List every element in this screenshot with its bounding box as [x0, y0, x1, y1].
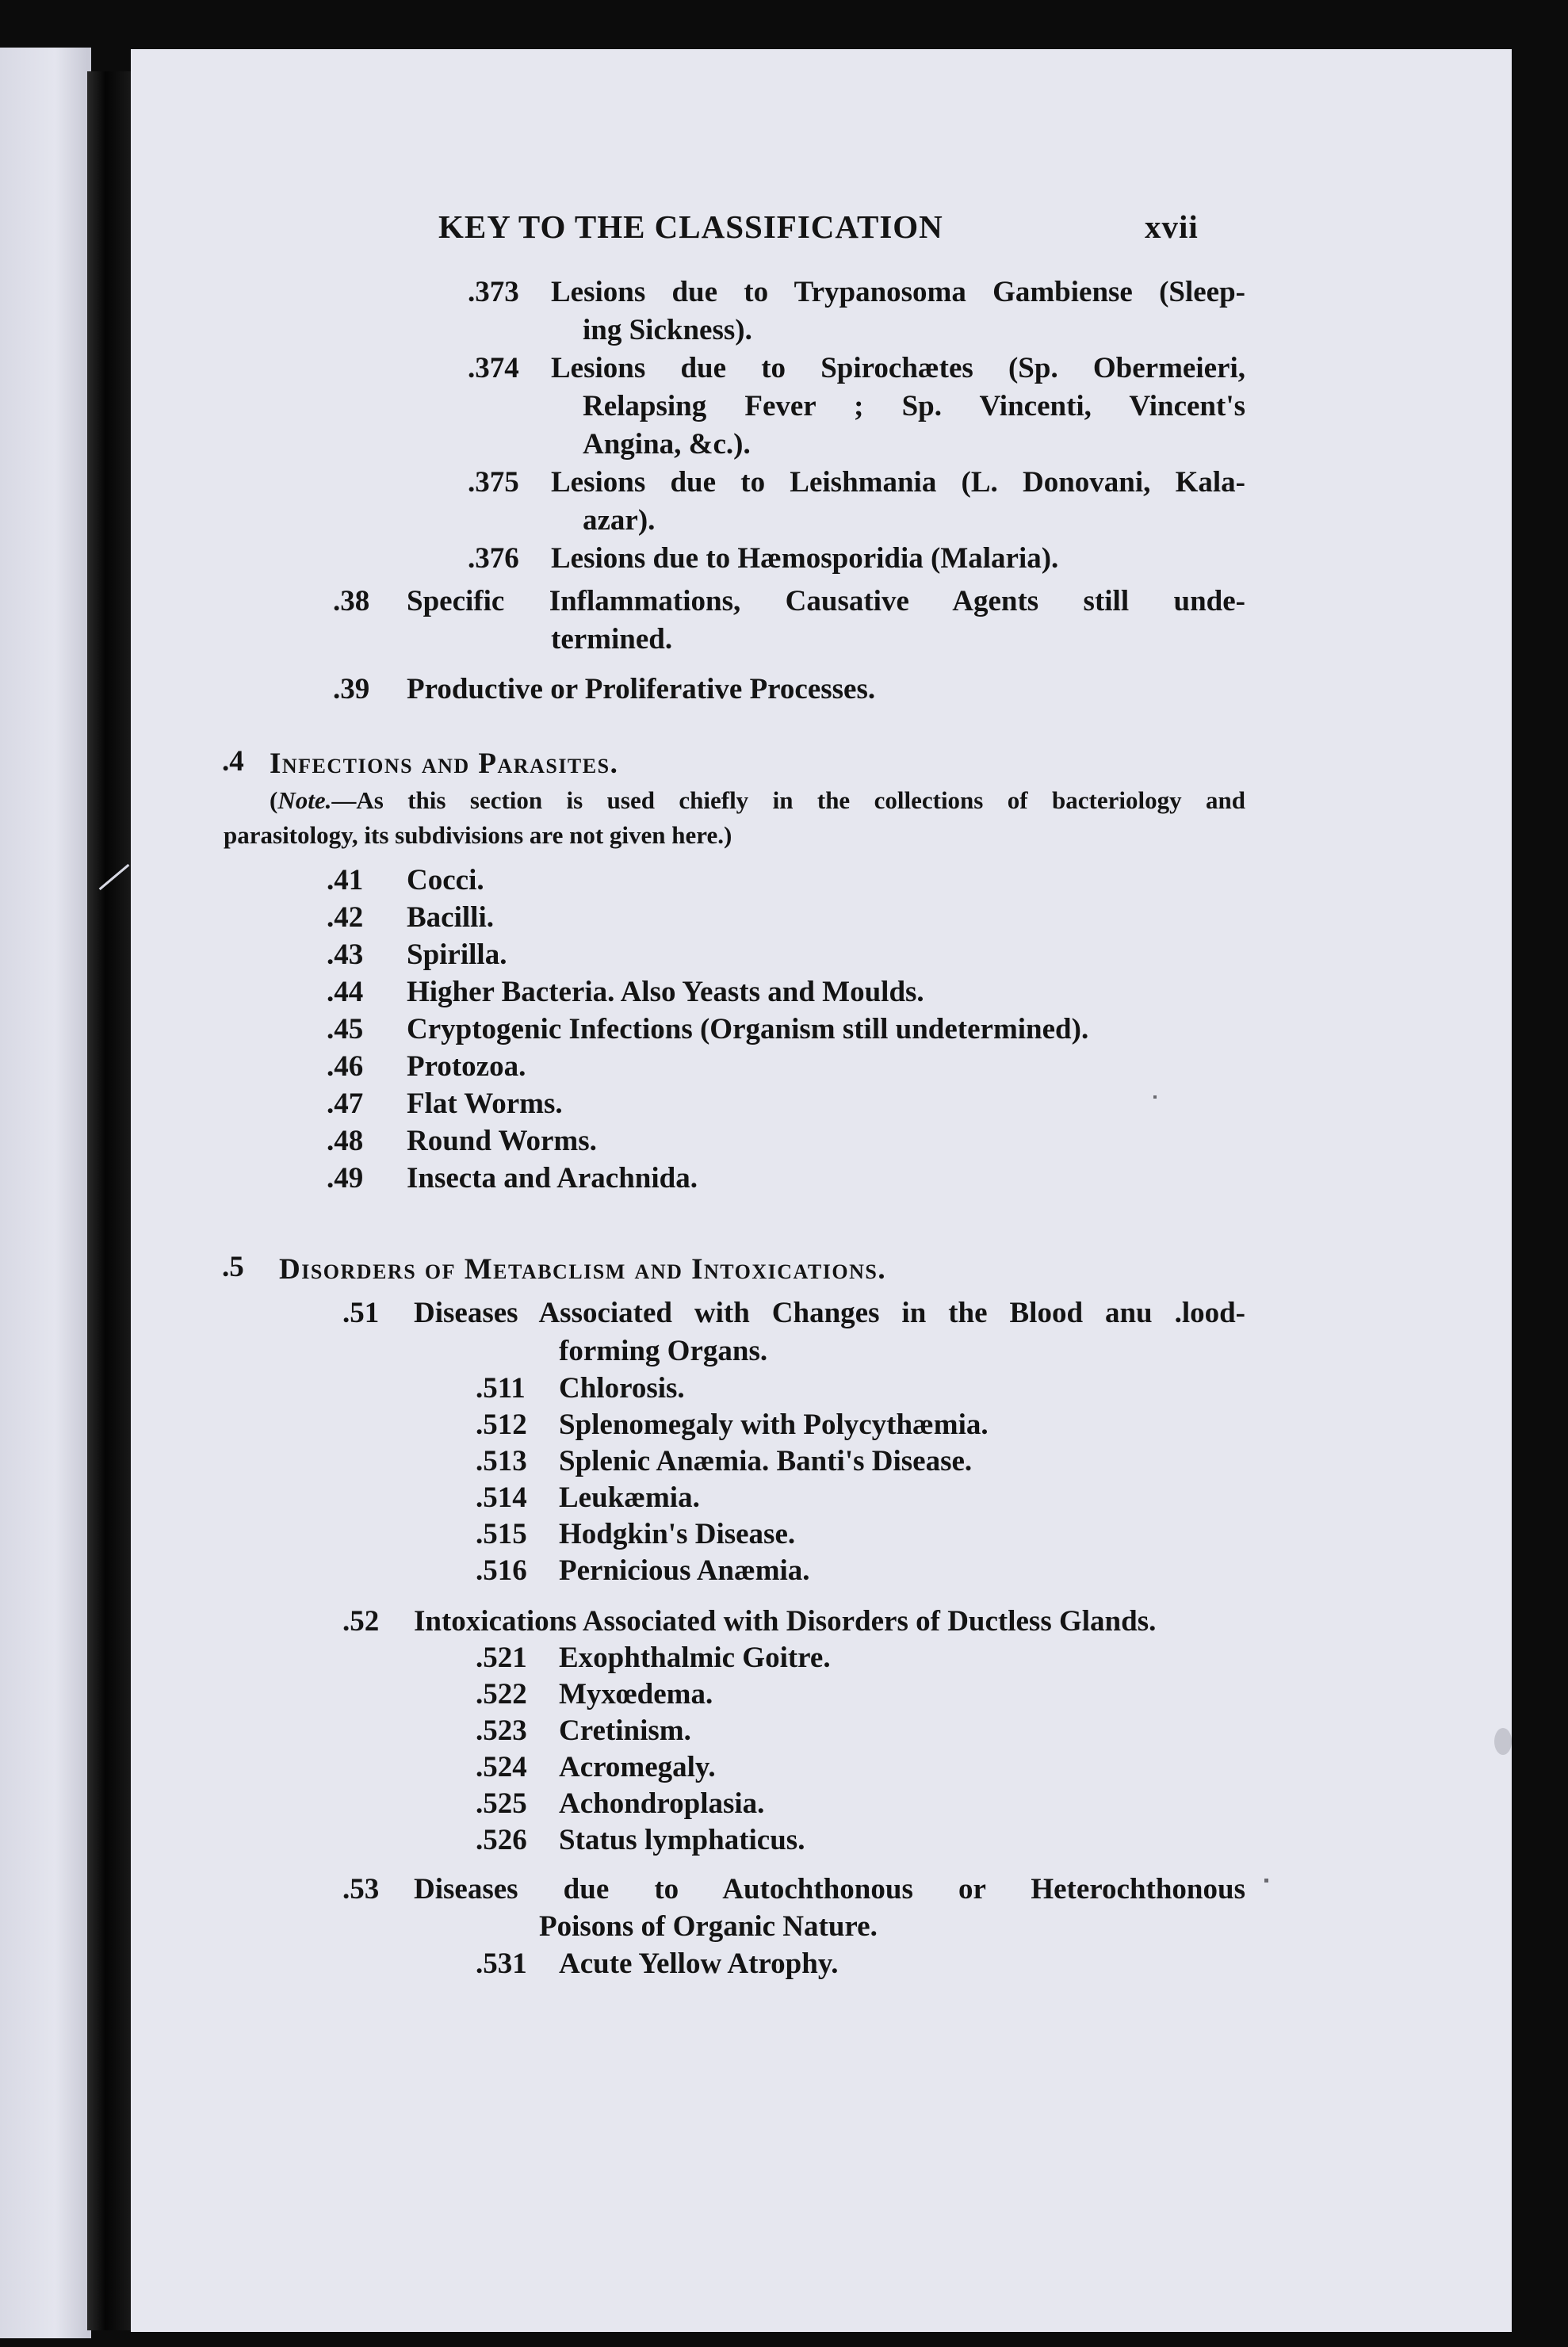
entry-number: .523	[476, 1714, 527, 1747]
facing-page-edge	[0, 48, 91, 2338]
entry-number: .524	[476, 1751, 527, 1783]
scan-speck	[1494, 1728, 1512, 1755]
section-heading: Infections and Parasites.	[270, 747, 619, 780]
entry-text: Achondroplasia.	[559, 1787, 765, 1820]
entry-text: Diseases due to Autochthonous or Heterochthonous	[414, 1873, 1245, 1906]
section-heading: Disorders of Metabclism and Intoxications.	[279, 1253, 887, 1286]
entry-number: .376	[468, 542, 519, 575]
entry-text-continued: ing Sickness).	[583, 314, 752, 346]
entry-number: .515	[476, 1518, 527, 1550]
entry-number: .45	[327, 1013, 364, 1045]
entry-number: .512	[476, 1409, 527, 1441]
entry-text: Exophthalmic Goitre.	[559, 1642, 831, 1674]
entry-text: Specific Inflammations, Causative Agents still unde-	[407, 585, 1245, 617]
entry-text-continued: Relapsing Fever ; Sp. Vincenti, Vincent's	[583, 390, 1245, 422]
entry-number: .43	[327, 938, 364, 971]
running-title: KEY TO THE CLASSIFICATION	[438, 208, 943, 245]
entry-number: .52	[342, 1605, 380, 1638]
entry-number: .47	[327, 1087, 364, 1120]
section-note-continued: parasitology, its subdivisions are not given here.)	[224, 821, 732, 849]
entry-text: Status lymphaticus.	[559, 1824, 805, 1856]
entry-text: Cryptogenic Infections (Organism still undetermined).	[407, 1013, 1089, 1045]
book-gutter-shadow	[87, 71, 133, 2330]
entry-text: Intoxications Associated with Disorders of Ductless Glands.	[414, 1605, 1157, 1638]
entry-text: Chlorosis.	[559, 1372, 685, 1405]
entry-number: .41	[327, 864, 364, 896]
entry-text: Lesions due to Leishmania (L. Donovani, Kala-	[551, 466, 1245, 499]
entry-text-continued: Angina, &c.).	[583, 428, 751, 461]
entry-text: Pernicious Anæmia.	[559, 1554, 810, 1587]
entry-text: Flat Worms.	[407, 1087, 563, 1120]
entry-text: Cretinism.	[559, 1714, 691, 1747]
book-page	[131, 49, 1512, 2332]
entry-number: .46	[327, 1050, 364, 1083]
entry-text: Bacilli.	[407, 901, 494, 934]
entry-number: .526	[476, 1824, 527, 1856]
entry-text: Acute Yellow Atrophy.	[559, 1948, 839, 1980]
entry-text: Lesions due to Trypanosoma Gambiense (Sleep-	[551, 276, 1245, 308]
entry-number: .38	[333, 585, 370, 617]
entry-text: Hodgkin's Disease.	[559, 1518, 796, 1550]
entry-text: Lesions due to Spirochætes (Sp. Obermeieri,	[551, 352, 1245, 384]
entry-number: .531	[476, 1948, 527, 1980]
entry-number: .44	[327, 976, 364, 1008]
section-number: .5	[222, 1251, 244, 1283]
entry-number: .511	[476, 1372, 526, 1405]
entry-text: Higher Bacteria. Also Yeasts and Moulds.	[407, 976, 924, 1008]
entry-text: Spirilla.	[407, 938, 507, 971]
entry-number: .48	[327, 1125, 364, 1157]
scan-speck	[1264, 1879, 1268, 1883]
entry-number: .516	[476, 1554, 527, 1587]
page-number: xvii	[1145, 208, 1199, 245]
entry-number: .49	[327, 1162, 364, 1195]
entry-number: .53	[342, 1873, 380, 1906]
entry-text: Leukæmia.	[559, 1481, 700, 1514]
entry-number: .373	[468, 276, 519, 308]
entry-number: .513	[476, 1445, 527, 1477]
entry-text: Myxœdema.	[559, 1678, 713, 1711]
section-note: (Note.—As this section is used chiefly in the collections of bacteriology and	[270, 786, 1245, 814]
scan-speck	[1153, 1095, 1157, 1099]
entry-number: .51	[342, 1297, 380, 1329]
entry-text: Insecta and Arachnida.	[407, 1162, 698, 1195]
entry-text: Round Worms.	[407, 1125, 597, 1157]
entry-text-continued: azar).	[583, 504, 656, 537]
entry-text: Lesions due to Hæmosporidia (Malaria).	[551, 542, 1059, 575]
entry-number: .522	[476, 1678, 527, 1711]
entry-number: .525	[476, 1787, 527, 1820]
entry-text: Protozoa.	[407, 1050, 526, 1083]
entry-text: Splenomegaly with Polycythæmia.	[559, 1409, 989, 1441]
entry-text-continued: forming Organs.	[559, 1335, 768, 1367]
entry-number: .374	[468, 352, 519, 384]
entry-text: Acromegaly.	[559, 1751, 716, 1783]
entry-text: Diseases Associated with Changes in the Blood anu .lood-	[414, 1297, 1245, 1329]
entry-number: .521	[476, 1642, 527, 1674]
section-number: .4	[222, 745, 244, 778]
entry-number: .39	[333, 673, 370, 705]
entry-number: .375	[468, 466, 519, 499]
entry-text: Productive or Proliferative Processes.	[407, 673, 876, 705]
entry-number: .514	[476, 1481, 527, 1514]
entry-text-continued: Poisons of Organic Nature.	[539, 1910, 878, 1943]
entry-text: Cocci.	[407, 864, 484, 896]
entry-text-continued: termined.	[551, 623, 673, 656]
entry-text: Splenic Anæmia. Banti's Disease.	[559, 1445, 973, 1477]
entry-number: .42	[327, 901, 364, 934]
